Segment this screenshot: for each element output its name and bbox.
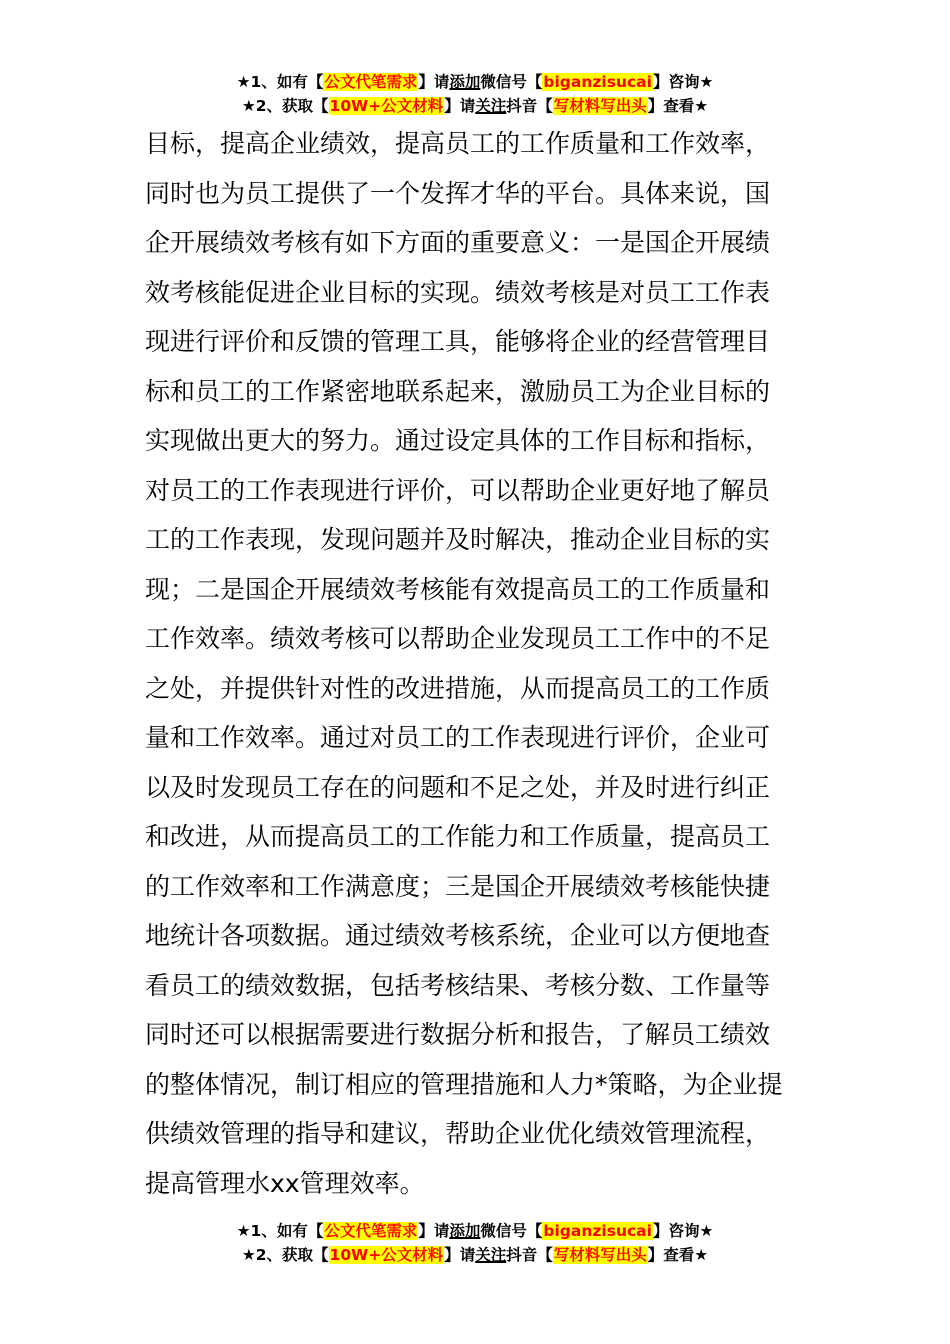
banner-text: 】查看★ xyxy=(647,97,709,115)
body-line: 企开展绩效考核有如下方面的重要意义：一是国企开展绩 xyxy=(145,228,771,257)
emphasis-follow: 关注 xyxy=(475,1246,507,1264)
highlight-douyin-account: 写材料写出头 xyxy=(553,97,647,115)
body-line: 工作效率。绩效考核可以帮助企业发现员工工作中的不足 xyxy=(145,624,771,653)
banner-text: ★1、如有【 xyxy=(236,1222,324,1240)
body-line: 工的工作表现，发现问题并及时解决，推动企业目标的实 xyxy=(145,525,771,554)
body-line: 看员工的绩效数据，包括考核结果、考核分数、工作量等 xyxy=(145,970,771,1000)
banner-line-2 xyxy=(0,94,950,118)
emphasis-add: 添加 xyxy=(449,73,481,91)
emphasis-follow: 关注 xyxy=(475,97,507,115)
banner-text: ★2、获取【 xyxy=(241,97,329,115)
banner-text: 抖音【 xyxy=(506,97,553,115)
body-line: 供绩效管理的指导和建议，帮助企业优化绩效管理流程， xyxy=(145,1119,771,1148)
body-line: 的工作效率和工作满意度；三是国企开展绩效考核能快捷 xyxy=(145,871,771,901)
header-banner xyxy=(0,70,950,118)
body-line: 提高管理水xx管理效率。 xyxy=(145,1168,425,1198)
banner-text: 微信号【 xyxy=(480,1222,543,1240)
highlight-service: 公文代笔需求 xyxy=(324,73,418,91)
banner-text: 】请 xyxy=(418,73,450,91)
banner-text: 】咨询★ xyxy=(652,1222,714,1240)
body-line: 以及时发现员工存在的问题和不足之处，并及时进行纠正 xyxy=(145,772,771,802)
banner-text: 】请 xyxy=(444,97,476,115)
banner-text: 】请 xyxy=(444,1246,476,1264)
banner-text: 】查看★ xyxy=(647,1246,709,1264)
banner-text: 微信号【 xyxy=(480,73,543,91)
body-line: 同时也为员工提供了一个发挥才华的平台。具体来说，国 xyxy=(145,178,771,208)
document-body xyxy=(145,119,815,1208)
banner-text: 】请 xyxy=(418,1222,450,1240)
footer-banner xyxy=(0,1219,950,1267)
body-line: 的整体情况，制订相应的管理措施和人力*策略，为企业提 xyxy=(145,1069,783,1099)
banner-line-1 xyxy=(0,1219,950,1243)
emphasis-add: 添加 xyxy=(449,1222,481,1240)
body-line: 地统计各项数据。通过绩效考核系统，企业可以方便地查 xyxy=(145,921,771,950)
banner-line-1 xyxy=(0,70,950,94)
banner-text: 】咨询★ xyxy=(652,73,714,91)
highlight-service: 公文代笔需求 xyxy=(324,1222,418,1240)
banner-line-2 xyxy=(0,1243,950,1267)
highlight-materials: 10W+公文材料 xyxy=(329,1246,444,1264)
highlight-wechat-id: biganzisucai xyxy=(543,1222,652,1240)
body-line: 目标，提高企业绩效，提高员工的工作质量和工作效率， xyxy=(145,129,771,158)
body-line: 实现做出更大的努力。通过设定具体的工作目标和指标， xyxy=(145,426,771,455)
body-line: 之处，并提供针对性的改进措施，从而提高员工的工作质 xyxy=(145,673,771,703)
body-line: 对员工的工作表现进行评价，可以帮助企业更好地了解员 xyxy=(145,475,771,505)
body-line: 量和工作效率。通过对员工的工作表现进行评价，企业可 xyxy=(145,723,771,752)
body-line: 同时还可以根据需要进行数据分析和报告，了解员工绩效 xyxy=(145,1020,771,1049)
highlight-douyin-account: 写材料写出头 xyxy=(553,1246,647,1264)
body-line: 现；二是国企开展绩效考核能有效提高员工的工作质量和 xyxy=(145,574,771,604)
body-line: 标和员工的工作紧密地联系起来，激励员工为企业目标的 xyxy=(145,376,771,406)
banner-text: 抖音【 xyxy=(506,1246,553,1264)
body-line: 效考核能促进企业目标的实现。绩效考核是对员工工作表 xyxy=(145,277,771,307)
highlight-wechat-id: biganzisucai xyxy=(543,73,652,91)
banner-text: ★1、如有【 xyxy=(236,73,324,91)
highlight-materials: 10W+公文材料 xyxy=(329,97,444,115)
body-line: 现进行评价和反馈的管理工具，能够将企业的经营管理目 xyxy=(145,327,771,356)
body-line: 和改进，从而提高员工的工作能力和工作质量，提高员工 xyxy=(145,822,771,851)
banner-text: ★2、获取【 xyxy=(241,1246,329,1264)
